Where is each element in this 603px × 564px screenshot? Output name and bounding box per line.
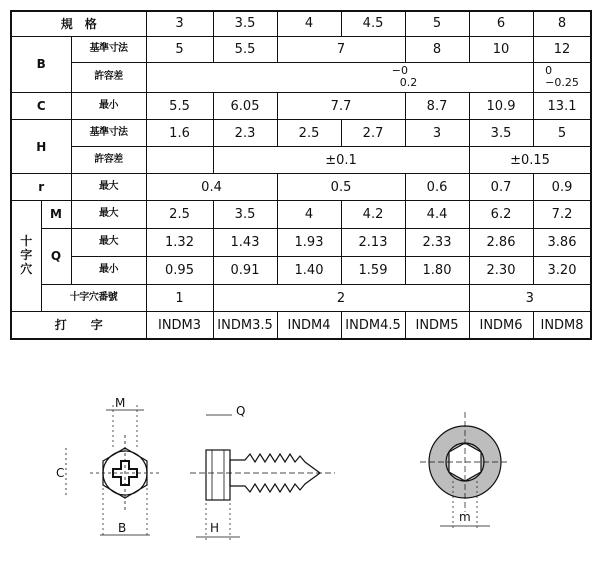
min-label: 最小 <box>71 92 146 119</box>
b-tolerance-row <box>11 62 591 92</box>
value-cell: 2.30 <box>469 256 533 284</box>
value-cell <box>146 147 213 174</box>
q-min-row <box>11 256 591 284</box>
size-cell: 5 <box>405 11 469 36</box>
size-cell: 3.5 <box>213 11 277 36</box>
screw-drawings <box>0 380 603 560</box>
max-label: 最大 <box>71 200 146 228</box>
b-nominal-row <box>11 36 591 62</box>
h-tolerance-b: ±0.15 <box>469 147 591 174</box>
value-cell: 1.93 <box>277 228 341 256</box>
label-b: B <box>118 521 127 535</box>
value-cell: 2.7 <box>341 120 405 147</box>
h-nominal-row <box>11 120 591 147</box>
value-cell: 0.6 <box>405 174 469 200</box>
c-label: C <box>11 92 71 119</box>
value-cell: INDM8 <box>533 312 591 339</box>
size-cell: 4 <box>277 11 341 36</box>
value-cell: 2.5 <box>277 120 341 147</box>
value-cell: 7.2 <box>533 200 591 228</box>
value-cell: 3.5 <box>469 120 533 147</box>
label-m: M <box>115 396 126 410</box>
value-cell: 3 <box>405 120 469 147</box>
max-label: 最大 <box>71 228 146 256</box>
value-cell: 5 <box>146 36 213 62</box>
value-cell: 8.7 <box>405 92 469 119</box>
value-cell: 0.5 <box>277 174 405 200</box>
value-cell: 2.3 <box>213 120 277 147</box>
value-cell: 3 <box>469 285 591 312</box>
value-cell: 7 <box>277 36 405 62</box>
value-cell: 5.5 <box>146 92 213 119</box>
value-cell: 4.2 <box>341 200 405 228</box>
value-cell: 7.7 <box>277 92 405 119</box>
value-cell: 0.91 <box>213 256 277 284</box>
nominal-label: 基準寸法 <box>71 120 146 147</box>
value-cell: 10.9 <box>469 92 533 119</box>
marking-label: 打 字 <box>11 312 146 339</box>
tolerance-label: 許容差 <box>71 147 146 174</box>
q-max-row <box>11 228 591 256</box>
value-cell: 0.4 <box>146 174 277 200</box>
value-cell: 2.13 <box>341 228 405 256</box>
spec-label: 規 格 <box>11 11 146 36</box>
label-h: H <box>210 521 220 535</box>
b-tolerance-b <box>533 62 591 92</box>
value-cell: 6.05 <box>213 92 277 119</box>
recess-number-label: 十字穴番號 <box>41 285 146 312</box>
value-cell: 2.5 <box>146 200 213 228</box>
cross-recess-text: 十字穴 <box>20 234 33 276</box>
value-cell: 0.9 <box>533 174 591 200</box>
value-cell: 1.40 <box>277 256 341 284</box>
size-cell: 4.5 <box>341 11 405 36</box>
value-cell: 6.2 <box>469 200 533 228</box>
value-cell: 10 <box>469 36 533 62</box>
value-cell: 3.86 <box>533 228 591 256</box>
m-label: M <box>41 200 71 228</box>
screw-head <box>206 450 230 500</box>
value-cell: 13.1 <box>533 92 591 119</box>
h-tolerance-a: ±0.1 <box>213 147 469 174</box>
value-cell: 3.20 <box>533 256 591 284</box>
h-label: H <box>11 120 71 174</box>
b-label: B <box>11 36 71 92</box>
value-cell: 12 <box>533 36 591 62</box>
value-cell: 2 <box>213 285 469 312</box>
size-cell: 6 <box>469 11 533 36</box>
value-cell: INDM4.5 <box>341 312 405 339</box>
value-cell: 8 <box>405 36 469 62</box>
q-label: Q <box>41 228 71 284</box>
spec-table <box>10 10 592 340</box>
min-label: 最小 <box>71 256 146 284</box>
h-tolerance-row <box>11 147 591 174</box>
value-cell: 0.7 <box>469 174 533 200</box>
value-cell: 1.43 <box>213 228 277 256</box>
m-row <box>11 200 591 228</box>
marking-row <box>11 312 591 339</box>
label-m-small: m <box>459 510 471 524</box>
value-cell: INDM3 <box>146 312 213 339</box>
value-cell: INDM3.5 <box>213 312 277 339</box>
c-row <box>11 92 591 119</box>
value-cell: 1.80 <box>405 256 469 284</box>
value-cell: 1 <box>146 285 213 312</box>
value-cell: INDM4 <box>277 312 341 339</box>
label-c: C <box>56 466 65 480</box>
value-cell: 2.33 <box>405 228 469 256</box>
value-cell: 1.32 <box>146 228 213 256</box>
value-cell: 3.5 <box>213 200 277 228</box>
nominal-label: 基準寸法 <box>71 36 146 62</box>
value-cell: 4.4 <box>405 200 469 228</box>
value-cell: INDM6 <box>469 312 533 339</box>
recess-number-row <box>11 285 591 312</box>
tolerance-upper: −0 <box>391 64 408 78</box>
value-cell: 4 <box>277 200 341 228</box>
cross-recess-label <box>11 200 41 312</box>
r-label: r <box>11 174 71 200</box>
value-cell: 1.6 <box>146 120 213 147</box>
value-cell: 5 <box>533 120 591 147</box>
label-q: Q <box>236 404 246 418</box>
value-cell: 2.86 <box>469 228 533 256</box>
tolerance-lower: −0.25 <box>545 76 579 90</box>
header-row <box>11 11 591 36</box>
value-cell: 0.95 <box>146 256 213 284</box>
top-view <box>66 405 160 538</box>
r-row <box>11 174 591 200</box>
value-cell: 5.5 <box>213 36 277 62</box>
tolerance-lower: 0.2 <box>399 76 418 90</box>
max-label: 最大 <box>71 174 146 200</box>
tolerance-upper: 0 <box>545 64 553 78</box>
size-cell: 8 <box>533 11 591 36</box>
b-tolerance-a <box>146 62 533 92</box>
value-cell: 1.59 <box>341 256 405 284</box>
size-cell: 3 <box>146 11 213 36</box>
tolerance-label: 許容差 <box>71 62 146 92</box>
value-cell: INDM5 <box>405 312 469 339</box>
